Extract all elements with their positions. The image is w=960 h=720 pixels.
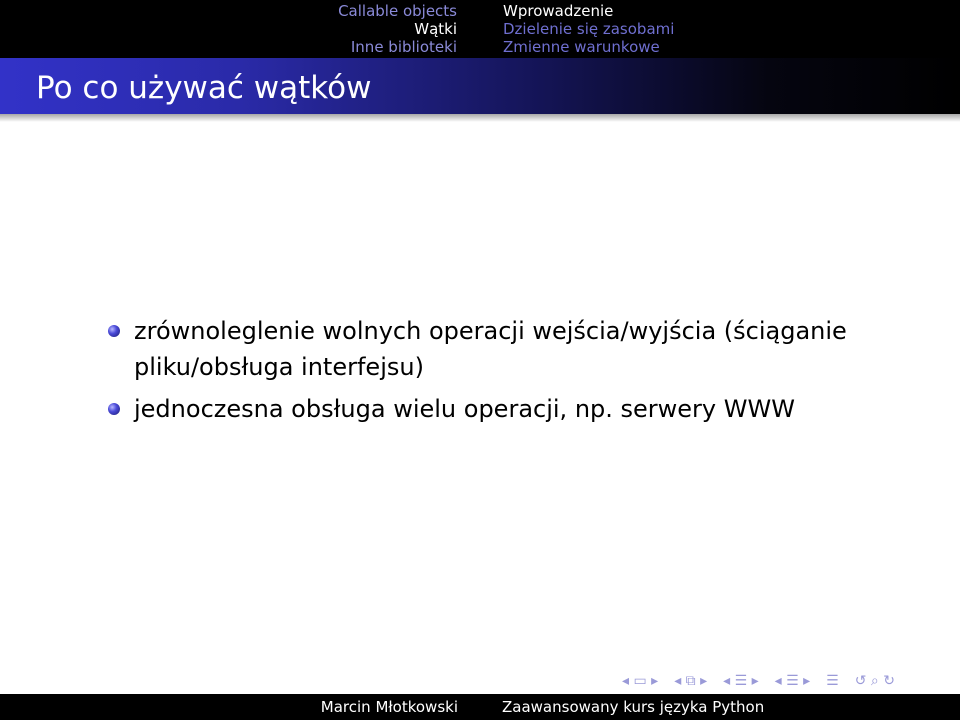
bullet-ball-icon [108, 403, 120, 415]
section-nav-icon[interactable]: ◂ ☰ ▸ [774, 673, 811, 689]
bullet-text: zrównoleglenie wolnych operacji wejścia/wyjścia (ściąganie pliku/obsługa interfejsu) [134, 317, 847, 381]
footer-bar [0, 694, 960, 720]
top-navigation-bar [0, 0, 960, 58]
nav-subsection-zmienne[interactable]: Zmienne warunkowe [503, 38, 660, 56]
bullet-list [108, 313, 888, 427]
nav-subsection-dzielenie[interactable]: Dzielenie się zasobami [503, 20, 675, 38]
bullet-text: jednoczesna obsługa wielu operacji, np. serwery WWW [134, 395, 795, 423]
footer-author: Marcin Młotkowski [320, 698, 458, 716]
bullet-ball-icon [108, 325, 120, 337]
beamer-navigation-symbols [622, 672, 952, 690]
nav-section-callable-objects[interactable]: Callable objects [338, 2, 457, 20]
frame-title: Po co używać wątków [36, 70, 372, 106]
subsection-nav-list [503, 2, 674, 56]
frame-nav-icon[interactable]: ◂ ⧉ ▸ [674, 673, 708, 689]
subsection-nav-icon[interactable]: ◂ ☰ ▸ [723, 673, 759, 689]
slide-content [108, 313, 888, 433]
nav-section-inne-biblioteki[interactable]: Inne biblioteki [350, 38, 457, 56]
search-nav-icon[interactable]: ↺ ⌕ ↻ [854, 673, 895, 689]
nav-subsection-wprowadzenie[interactable]: Wprowadzenie [503, 2, 614, 20]
nav-section-watki[interactable]: Wątki [414, 20, 457, 38]
doc-nav-icon[interactable]: ☰ [826, 673, 839, 689]
footer-course: Zaawansowany kurs języka Python [502, 698, 765, 716]
bullet-item [108, 313, 888, 385]
section-nav-list [338, 2, 457, 56]
slide-nav-icon[interactable]: ◂ ▭ ▸ [622, 673, 659, 689]
title-shadow [0, 114, 960, 122]
bullet-item [108, 391, 888, 427]
